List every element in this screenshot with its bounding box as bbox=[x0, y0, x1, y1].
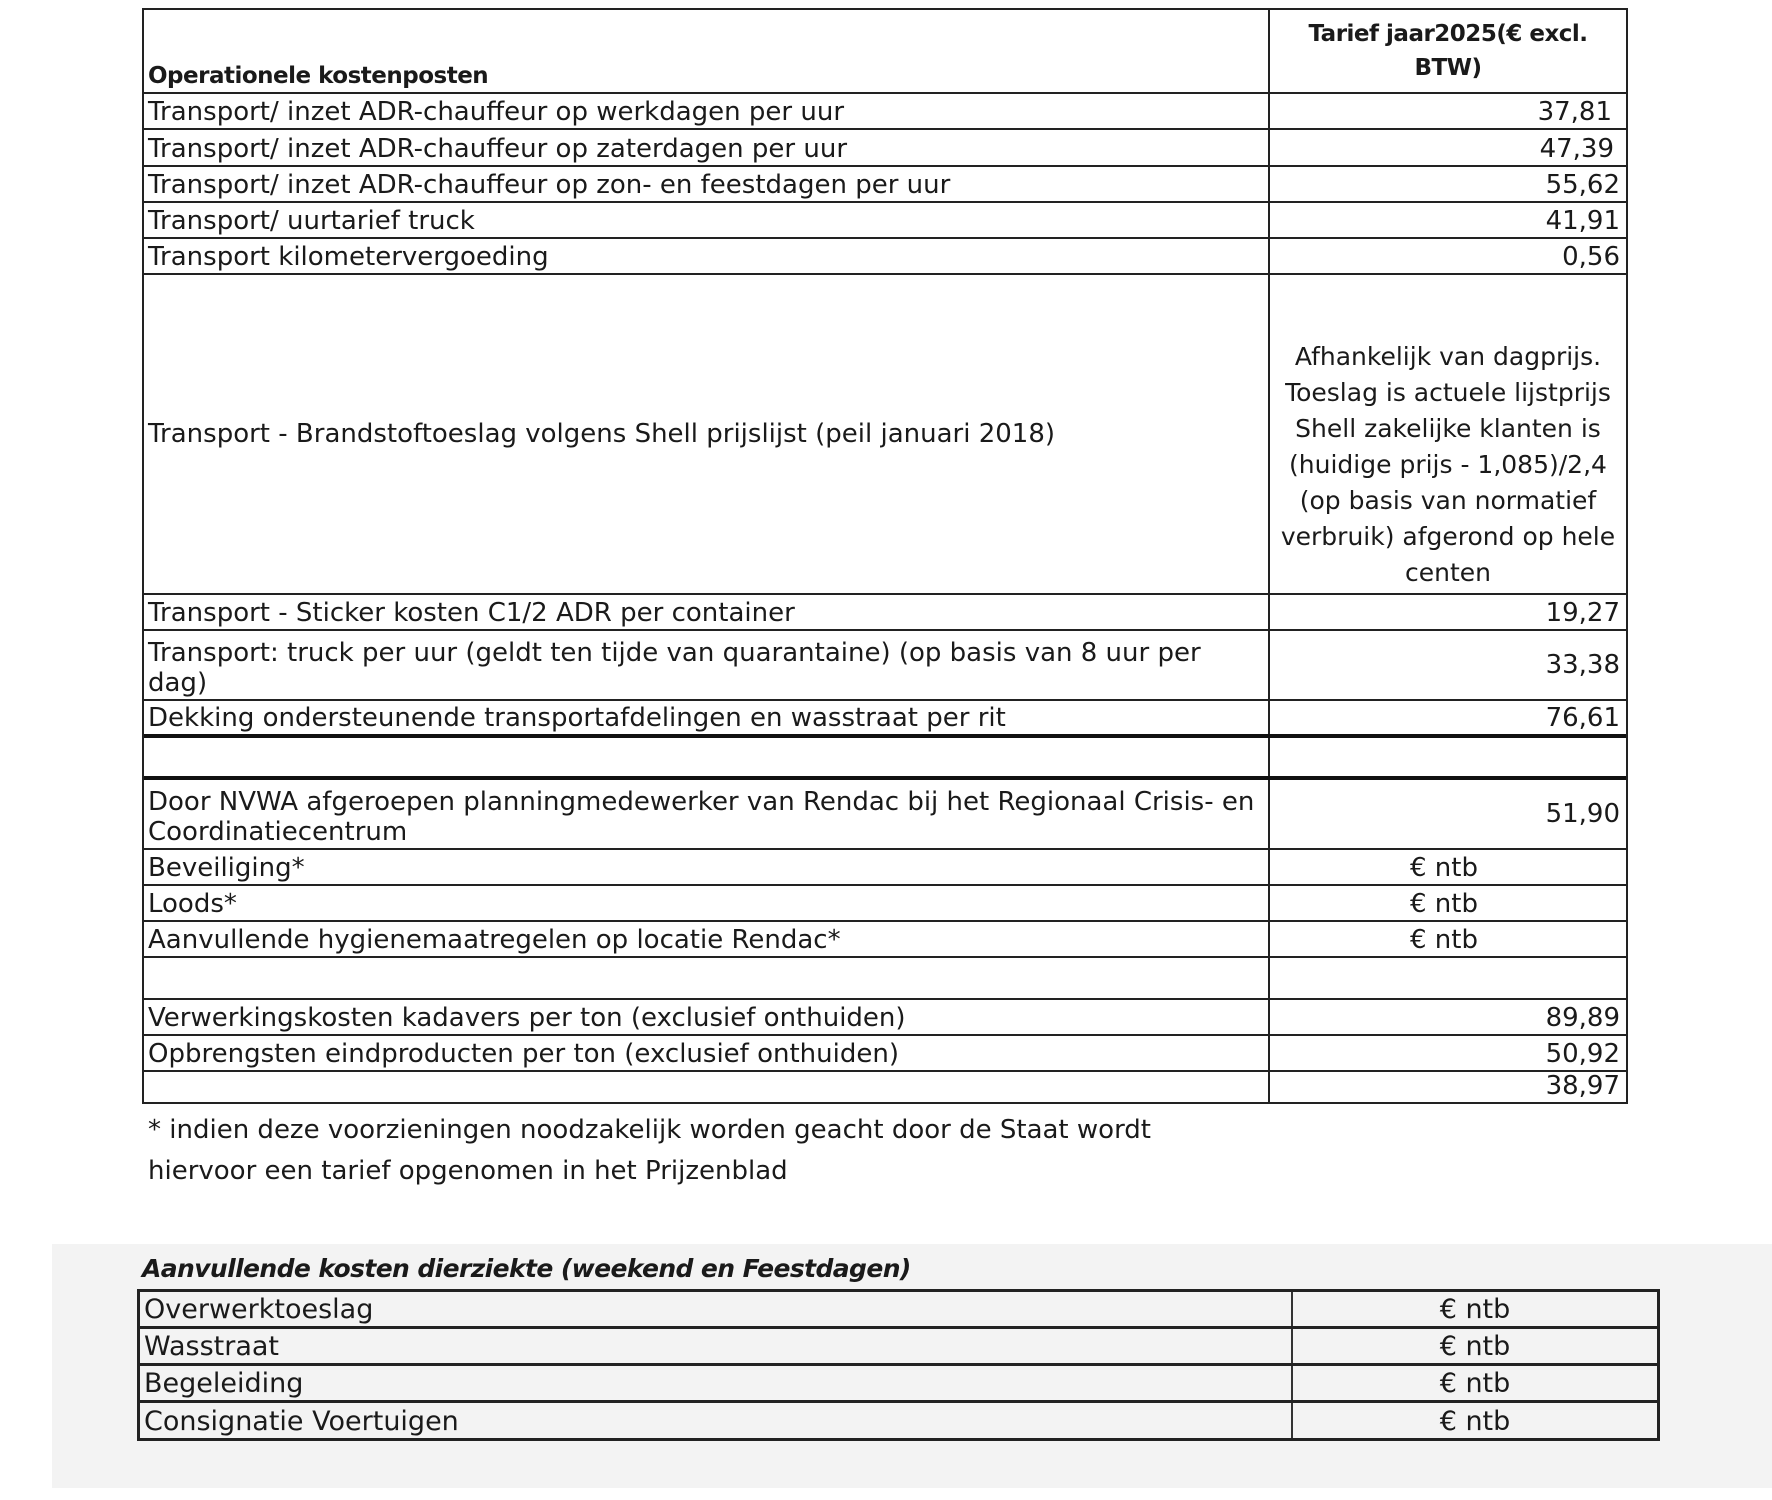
table-row bbox=[144, 631, 1626, 701]
row-label: Begeleiding bbox=[144, 1368, 304, 1399]
row-value: 0,56 bbox=[1268, 239, 1626, 273]
row-value bbox=[1268, 958, 1626, 998]
row-value: 50,92 bbox=[1268, 1036, 1626, 1070]
row-value: € ntb bbox=[1291, 1403, 1657, 1438]
table2-title: Aanvullende kosten dierziekte (weekend en Feestdagen) bbox=[142, 1254, 911, 1283]
table-row bbox=[144, 94, 1626, 130]
header-tariff-2025: Tarief jaar2025(€ excl. BTW) bbox=[1268, 10, 1626, 92]
row-value: 19,27 bbox=[1268, 595, 1626, 629]
table-row bbox=[140, 1329, 1657, 1366]
row-value: 37,81 bbox=[1268, 94, 1626, 128]
row-label: Wasstraat bbox=[144, 1331, 280, 1362]
operational-costs-table bbox=[142, 8, 1628, 1104]
table-header-row bbox=[144, 10, 1626, 94]
row-label: Transport/ inzet ADR-chauffeur op werkdagen per uur bbox=[148, 97, 845, 127]
row-label bbox=[144, 958, 1268, 998]
row-value-fuel-formula: Afhankelijk van dagprijs. Toeslag is actuele lijstprijs Shell zakelijke klanten is (huidige prijs - 1,085)/2,4 (op basis van normatief verbruik) afgerond op hele centen bbox=[1268, 275, 1626, 593]
row-value: 41,91 bbox=[1268, 203, 1626, 237]
table-row-total bbox=[144, 1072, 1626, 1102]
row-value: € ntb bbox=[1291, 1292, 1657, 1326]
table-row bbox=[144, 780, 1626, 850]
row-label bbox=[144, 1072, 1268, 1102]
table-row bbox=[140, 1403, 1657, 1438]
row-value: 55,62 bbox=[1268, 167, 1626, 201]
row-label: Aanvullende hygienemaatregelen op locatie Rendac* bbox=[148, 925, 841, 955]
table-row bbox=[144, 239, 1626, 275]
table-row bbox=[144, 1000, 1626, 1036]
table-row-empty bbox=[144, 738, 1626, 780]
table-row bbox=[144, 886, 1626, 922]
table-row-empty bbox=[144, 958, 1626, 1000]
row-label: Consignatie Voertuigen bbox=[144, 1406, 459, 1437]
table-row bbox=[144, 922, 1626, 958]
row-value: € ntb bbox=[1268, 850, 1626, 884]
table-row bbox=[144, 850, 1626, 886]
table-row bbox=[144, 1036, 1626, 1072]
table-row bbox=[144, 701, 1626, 738]
footnote-line-1: * indien deze voorzieningen noodzakelijk worden geacht door de Staat wordt bbox=[148, 1115, 1151, 1145]
row-label: Transport - Brandstoftoeslag volgens Shell prijslijst (peil januari 2018) bbox=[148, 418, 1056, 449]
row-value: € ntb bbox=[1291, 1366, 1657, 1400]
table-row bbox=[144, 130, 1626, 167]
row-value bbox=[1268, 738, 1626, 776]
row-label: Verwerkingskosten kadavers per ton (exclusief onthuiden) bbox=[148, 1003, 906, 1033]
row-value: 51,90 bbox=[1268, 780, 1626, 848]
table-row bbox=[140, 1292, 1657, 1329]
row-label: Opbrengsten eindproducten per ton (exclusief onthuiden) bbox=[148, 1039, 899, 1069]
footnote-line-2: hiervoor een tarief opgenomen in het Prijzenblad bbox=[148, 1156, 788, 1186]
row-label: Door NVWA afgeroepen planningmedewerker van Rendac bij het Regionaal Crisis- en Coordinatiecentrum bbox=[148, 787, 1255, 847]
header-cost-items: Operationele kostenposten bbox=[148, 63, 489, 89]
row-label: Transport: truck per uur (geldt ten tijde van quarantaine) (op basis van 8 uur per dag) bbox=[148, 638, 1201, 698]
table-row bbox=[140, 1366, 1657, 1403]
row-label: Transport - Sticker kosten C1/2 ADR per container bbox=[148, 598, 795, 628]
additional-costs-table bbox=[137, 1289, 1660, 1441]
row-value: 76,61 bbox=[1268, 701, 1626, 734]
row-value: 89,89 bbox=[1268, 1000, 1626, 1034]
table-row bbox=[144, 203, 1626, 239]
table-row-fuel-surcharge bbox=[144, 275, 1626, 595]
row-label: Transport/ inzet ADR-chauffeur op zon- en feestdagen per uur bbox=[148, 170, 951, 200]
row-value: € ntb bbox=[1268, 886, 1626, 920]
row-label: Transport kilometervergoeding bbox=[148, 242, 549, 272]
row-label: Beveiliging* bbox=[148, 853, 305, 883]
row-label: Overwerktoeslag bbox=[144, 1294, 374, 1325]
row-label bbox=[144, 738, 1268, 776]
row-value: € ntb bbox=[1268, 922, 1626, 956]
row-label: Dekking ondersteunende transportafdelingen en wasstraat per rit bbox=[148, 703, 1006, 733]
row-value: € ntb bbox=[1291, 1329, 1657, 1363]
row-label: Transport/ uurtarief truck bbox=[148, 206, 475, 236]
row-label: Loods* bbox=[148, 889, 237, 919]
row-label: Transport/ inzet ADR-chauffeur op zaterdagen per uur bbox=[148, 134, 848, 164]
row-value: 47,39 bbox=[1268, 130, 1626, 165]
table-row bbox=[144, 167, 1626, 203]
row-value: 33,38 bbox=[1268, 631, 1626, 699]
table-row bbox=[144, 595, 1626, 631]
row-value-total: 38,97 bbox=[1268, 1072, 1626, 1102]
